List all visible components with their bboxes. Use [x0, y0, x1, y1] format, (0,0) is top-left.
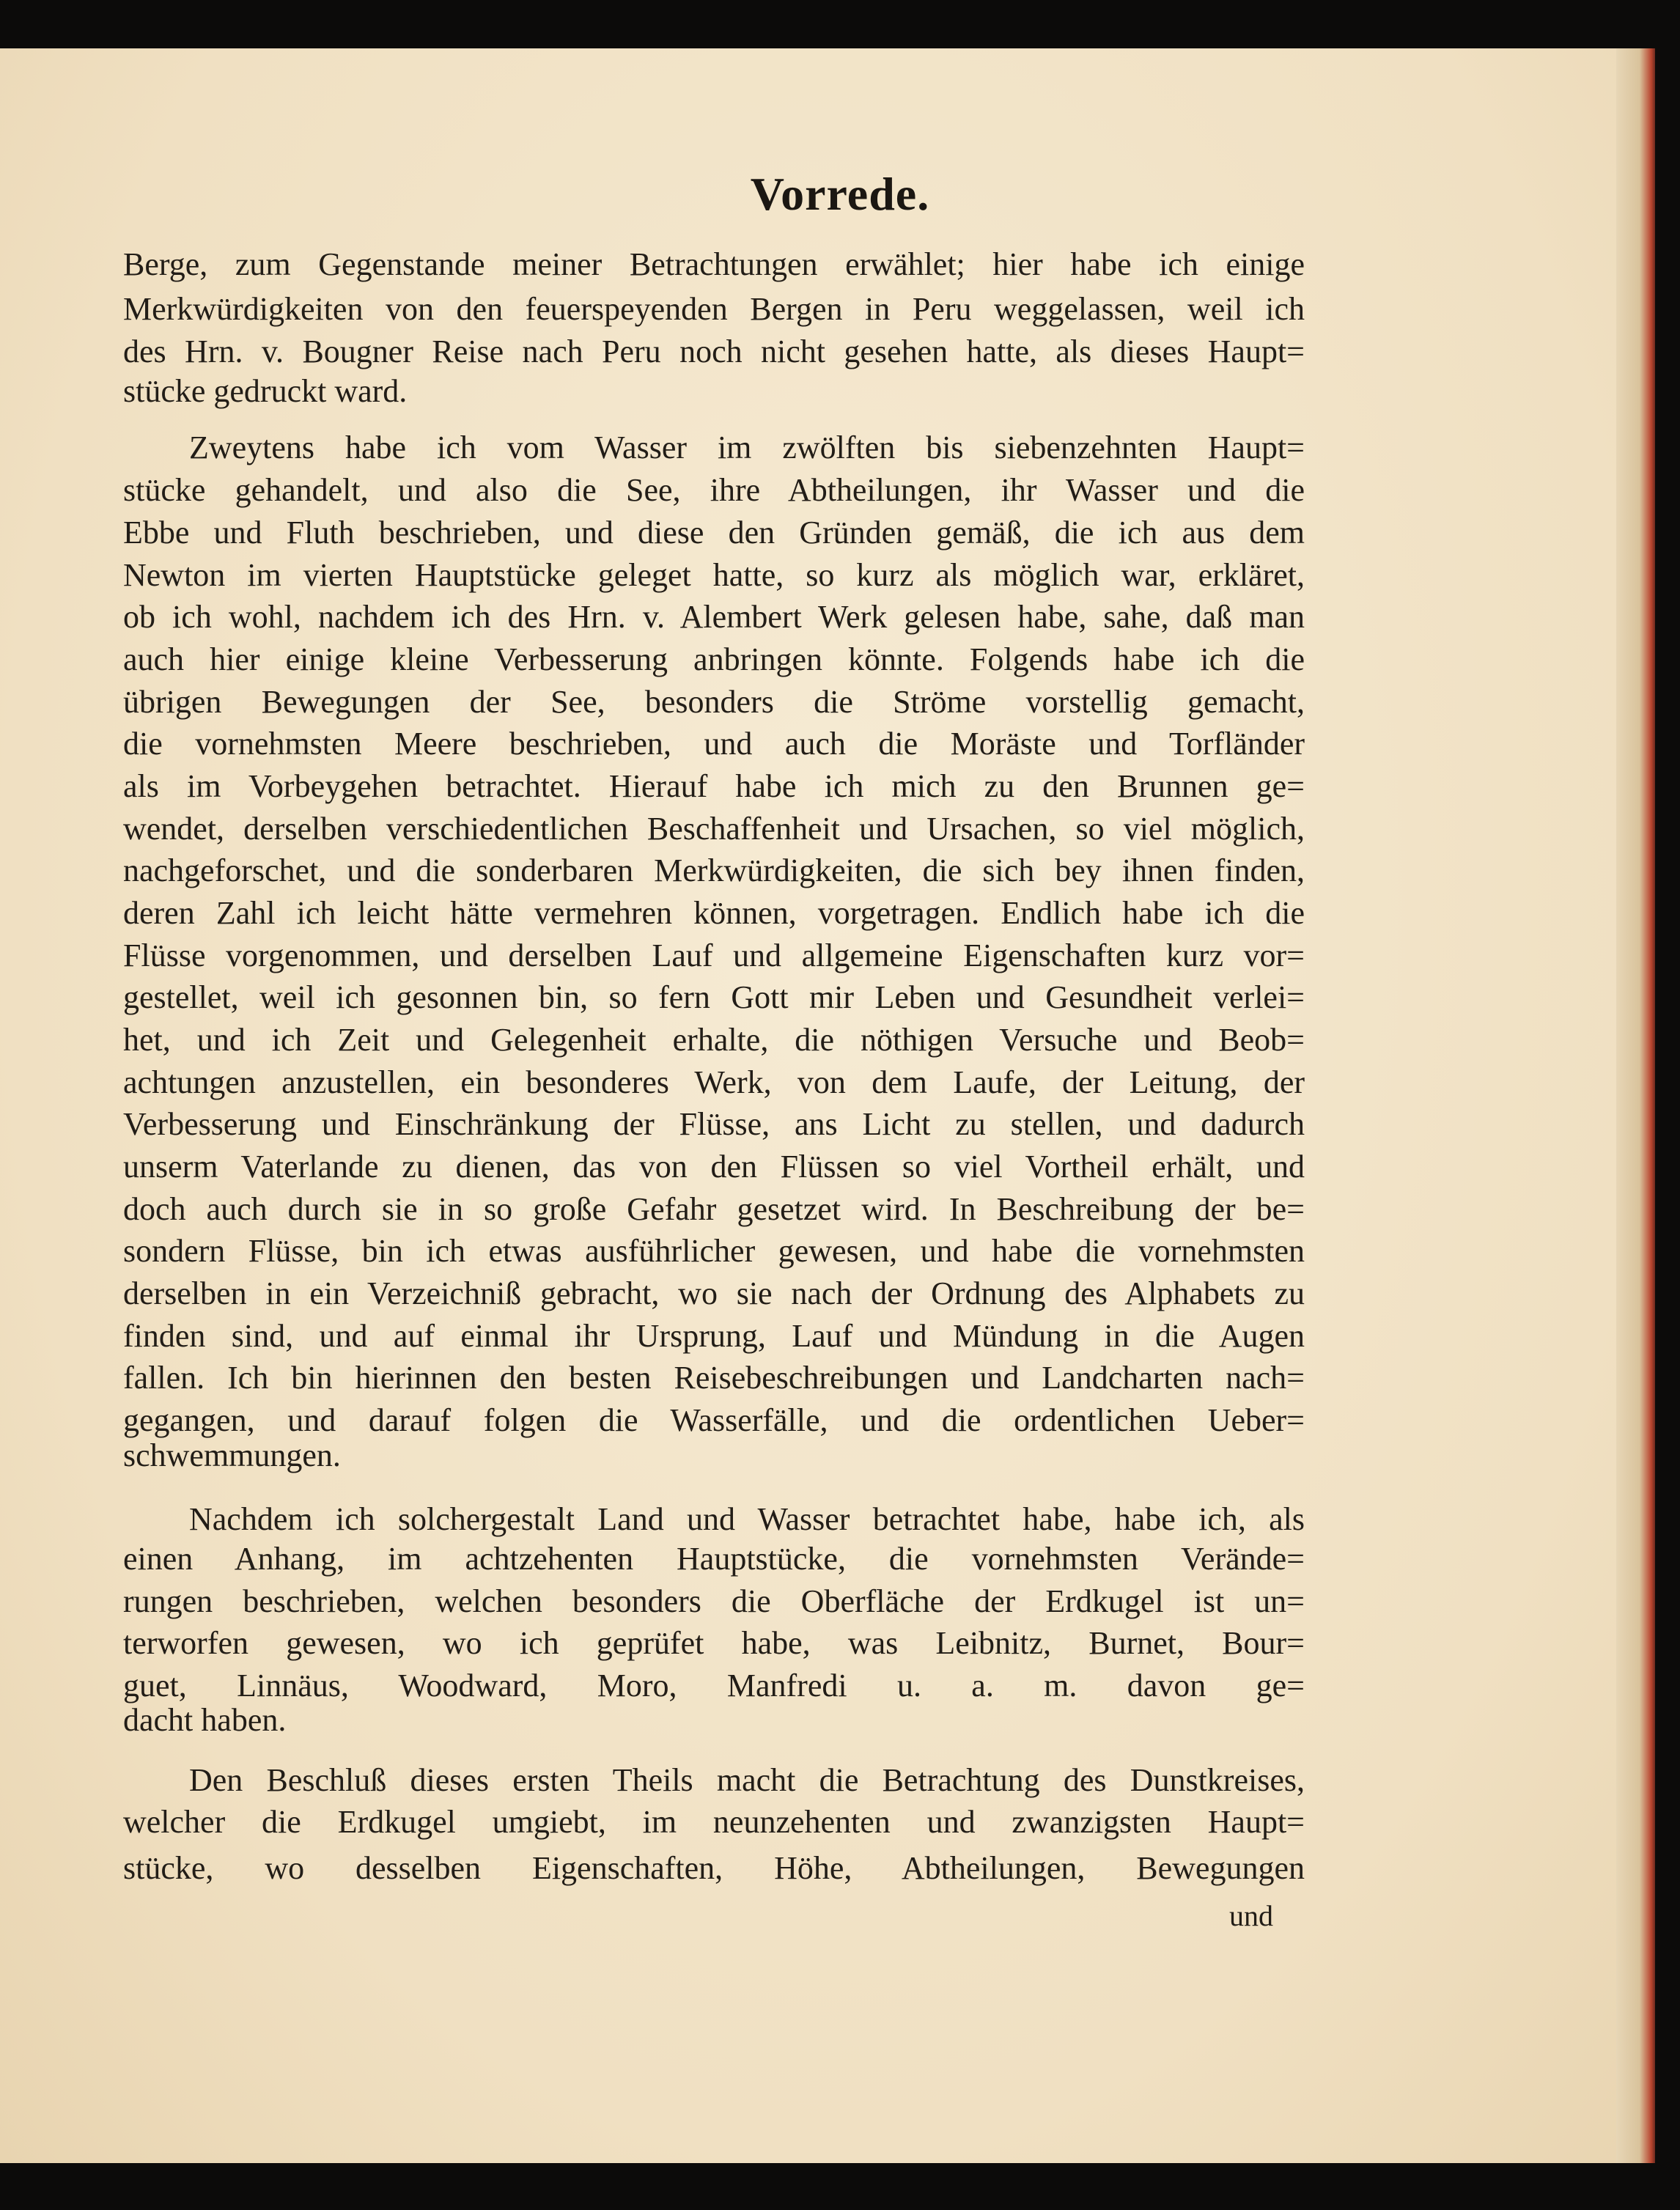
text-line: terworfen gewesen, wo ich geprüfet habe, was Leibnitz, Burnet, Bour=	[123, 1625, 1305, 1661]
text-line: achtungen anzustellen, ein besonderes Werk, von dem Laufe, der Leitung, der	[123, 1064, 1305, 1100]
text-line: deren Zahl ich leicht hätte vermehren können, vorgetragen. Endlich habe ich die	[123, 895, 1305, 931]
text-line: nachgeforschet, und die sonderbaren Merkwürdigkeiten, die sich bey ihnen finden,	[123, 852, 1305, 888]
text-line: Verbesserung und Einschränkung der Flüsse, ans Licht zu stellen, und dadurch	[123, 1106, 1305, 1142]
page-title: Vorrede.	[750, 168, 930, 220]
text-line: Flüsse vorgenommen, und derselben Lauf und allgemeine Eigenschaften kurz vor=	[123, 938, 1305, 973]
text-line: des Hrn. v. Bougner Reise nach Peru noch nicht gesehen hatte, als dieses Haupt=	[123, 334, 1305, 369]
text-line: fallen. Ich bin hierinnen den besten Reisebeschreibungen und Landcharten nach=	[123, 1360, 1305, 1396]
text-line: Den Beschluß dieses ersten Theils macht die Betrachtung des Dunstkreises,	[189, 1762, 1305, 1798]
text-line: schwemmungen.	[123, 1437, 341, 1473]
text-line: auch hier einige kleine Verbesserung anbringen könnte. Folgends habe ich die	[123, 641, 1305, 677]
text-line: guet, Linnäus, Woodward, Moro, Manfredi u. a. m. davon ge=	[123, 1668, 1305, 1703]
text-line: Newton im vierten Hauptstücke geleget hatte, so kurz als möglich war, erkläret,	[123, 557, 1305, 593]
catchword: und	[1229, 1899, 1273, 1932]
text-line: Berge, zum Gegenstande meiner Betrachtungen erwählet; hier habe ich einige	[123, 246, 1305, 282]
text-line: welcher die Erdkugel umgiebt, im neunzehenten und zwanzigsten Haupt=	[123, 1804, 1305, 1840]
text-line: als im Vorbeygehen betrachtet. Hierauf habe ich mich zu den Brunnen ge=	[123, 768, 1305, 804]
text-line: einen Anhang, im achtzehenten Hauptstücke, die vornehmsten Verände=	[123, 1541, 1305, 1577]
text-line: wendet, derselben verschiedentlichen Beschaffenheit und Ursachen, so viel möglich,	[123, 811, 1305, 847]
text-line: die vornehmsten Meere beschrieben, und auch die Moräste und Torfländer	[123, 726, 1305, 762]
text-line: gestellet, weil ich gesonnen bin, so fern Gott mir Leben und Gesundheit verlei=	[123, 979, 1305, 1015]
text-line: stücke gedruckt ward.	[123, 373, 408, 409]
text-line: Merkwürdigkeiten von den feuerspeyenden Bergen in Peru weggelassen, weil ich	[123, 291, 1305, 327]
text-line: dacht haben.	[123, 1702, 287, 1738]
text-line: finden sind, und auf einmal ihr Ursprung, Lauf und Mündung in die Augen	[123, 1318, 1305, 1354]
text-line: het, und ich Zeit und Gelegenheit erhalte, die nöthigen Versuche und Beob=	[123, 1022, 1305, 1058]
text-line: Ebbe und Fluth beschrieben, und diese den Gründen gemäß, die ich aus dem	[123, 515, 1305, 550]
text-line: unserm Vaterlande zu dienen, das von den Flüssen so viel Vortheil erhält, und	[123, 1149, 1305, 1185]
text-line: stücke gehandelt, und also die See, ihre Abtheilungen, ihr Wasser und die	[123, 472, 1305, 508]
text-line: gegangen, und darauf folgen die Wasserfälle, und die ordentlichen Ueber=	[123, 1402, 1305, 1438]
text-line: stücke, wo desselben Eigenschaften, Höhe, Abtheilungen, Bewegungen	[123, 1850, 1305, 1886]
text-line: ob ich wohl, nachdem ich des Hrn. v. Alembert Werk gelesen habe, sahe, daß man	[123, 599, 1305, 635]
text-line: Zweytens habe ich vom Wasser im zwölften bis siebenzehnten Haupt=	[189, 430, 1305, 465]
text-line: übrigen Bewegungen der See, besonders die Ströme vorstellig gemacht,	[123, 684, 1305, 720]
page-edge	[1616, 48, 1655, 2163]
text-line: sondern Flüsse, bin ich etwas ausführlicher gewesen, und habe die vornehmsten	[123, 1233, 1305, 1269]
text-line: Nachdem ich solchergestalt Land und Wasser betrachtet habe, habe ich, als	[189, 1501, 1305, 1537]
text-line: derselben in ein Verzeichniß gebracht, wo sie nach der Ordnung des Alphabets zu	[123, 1275, 1305, 1311]
text-line: doch auch durch sie in so große Gefahr gesetzet wird. In Beschreibung der be=	[123, 1191, 1305, 1227]
text-line: rungen beschrieben, welchen besonders die Oberfläche der Erdkugel ist un=	[123, 1583, 1305, 1619]
